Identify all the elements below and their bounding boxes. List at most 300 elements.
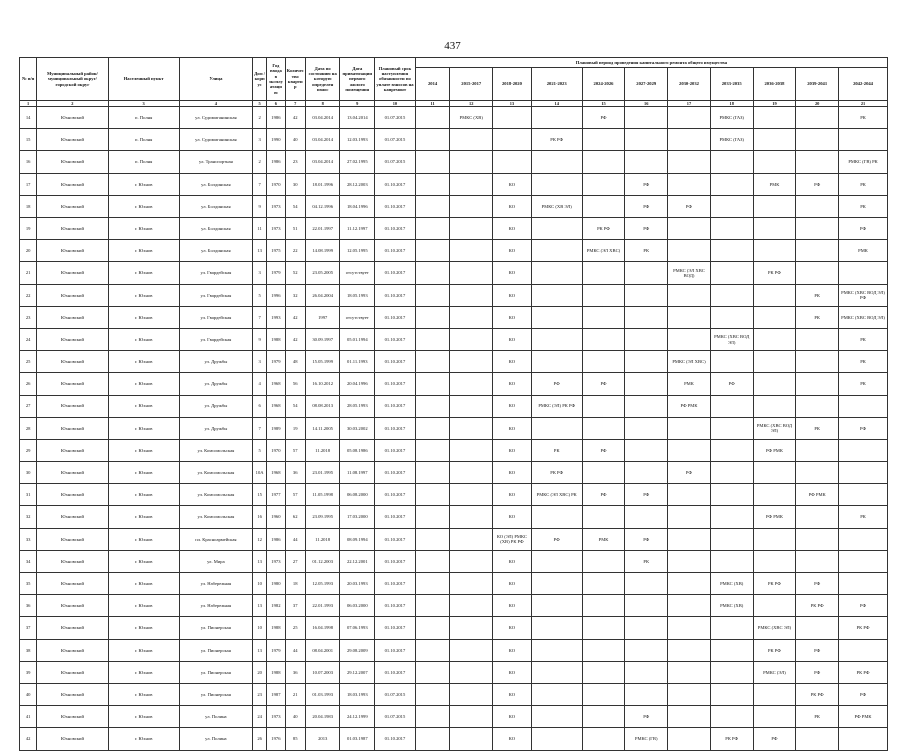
cell-period	[839, 129, 888, 151]
cell-survey-date: 23.01.1995	[305, 462, 340, 484]
cell-period	[839, 573, 888, 595]
cell-period	[796, 528, 839, 550]
page-number: 437	[444, 40, 461, 52]
cell-deadline: 01.10.2017	[375, 439, 416, 461]
cell-period	[582, 506, 625, 528]
cell-house: 20	[253, 661, 267, 683]
cell-num: 16	[20, 151, 37, 173]
cell-period	[796, 129, 839, 151]
cell-privatization: 11.12.1997	[340, 218, 375, 240]
cell-period: РФ	[668, 195, 711, 217]
cell-region: Юхновский	[37, 728, 108, 750]
cell-deadline: 01.10.2017	[375, 306, 416, 328]
cell-deadline: 01.10.2017	[375, 328, 416, 350]
cell-period: РФ	[582, 439, 625, 461]
cell-region: Юхновский	[37, 706, 108, 728]
cell-region: Юхновский	[37, 506, 108, 528]
cell-region: Юхновский	[37, 417, 108, 439]
cell-period	[668, 439, 711, 461]
table-row	[20, 351, 888, 373]
cell-period: КО	[493, 328, 532, 350]
cell-deadline: 01.10.2017	[375, 373, 416, 395]
cell-period	[753, 484, 796, 506]
cell-house: 13	[253, 639, 267, 661]
cell-survey-date: 2013	[305, 728, 340, 750]
cell-period	[531, 683, 582, 705]
cell-period	[415, 129, 450, 151]
cell-period	[582, 151, 625, 173]
cell-period	[625, 617, 668, 639]
cell-year: 1988	[267, 328, 285, 350]
cell-period	[450, 129, 493, 151]
cell-period	[668, 528, 711, 550]
cell-street: ул. Болдинская	[179, 195, 252, 217]
cell-survey-date: 04.12.1996	[305, 195, 340, 217]
cell-deadline: 01.10.2017	[375, 661, 416, 683]
cell-period: РФ	[796, 173, 839, 195]
table-row	[20, 706, 888, 728]
cell-house: 3	[253, 262, 267, 284]
cell-period	[839, 639, 888, 661]
cell-survey-date: 01.12.2003	[305, 550, 340, 572]
cell-period	[415, 107, 450, 129]
cell-privatization: 18.05.1993	[340, 284, 375, 306]
cell-period	[450, 573, 493, 595]
cell-privatization: 18.04.1996	[340, 195, 375, 217]
cell-period	[531, 506, 582, 528]
cell-period	[450, 151, 493, 173]
cell-privatization: 08.09.1994	[340, 528, 375, 550]
cell-period	[531, 417, 582, 439]
cell-street: ул. Пионерская	[179, 683, 252, 705]
column-number: 2	[37, 101, 108, 107]
cell-year: 1973	[267, 218, 285, 240]
cell-num: 29	[20, 439, 37, 461]
cell-period: РК	[625, 240, 668, 262]
cell-period	[450, 706, 493, 728]
cell-period	[710, 151, 753, 173]
cell-house: 24	[253, 706, 267, 728]
cell-period	[582, 550, 625, 572]
cell-year: 1986	[267, 151, 285, 173]
cell-region: Юхновский	[37, 284, 108, 306]
cell-year: 1996	[267, 284, 285, 306]
cell-period: РМКС (ГАЗ)	[710, 107, 753, 129]
column-number: 17	[668, 101, 711, 107]
cell-period	[796, 617, 839, 639]
col-header-period: 2024-2026	[582, 68, 625, 101]
cell-period	[415, 218, 450, 240]
cell-period: РК	[839, 373, 888, 395]
cell-period: КО	[493, 417, 532, 439]
cell-apartments: 48	[285, 351, 305, 373]
cell-period	[668, 661, 711, 683]
cell-street: ул. Комсомольская	[179, 484, 252, 506]
cell-period	[531, 173, 582, 195]
table-row	[20, 550, 888, 572]
table-row	[20, 439, 888, 461]
cell-period	[668, 639, 711, 661]
cell-survey-date: 1997	[305, 306, 340, 328]
cell-num: 22	[20, 284, 37, 306]
cell-period: РК	[796, 306, 839, 328]
cell-period: РФ	[625, 173, 668, 195]
cell-year: 1980	[267, 573, 285, 595]
column-number: 12	[450, 101, 493, 107]
cell-period	[415, 151, 450, 173]
cell-period: РФ	[839, 417, 888, 439]
cell-period	[531, 573, 582, 595]
cell-period	[582, 728, 625, 750]
cell-period	[710, 195, 753, 217]
cell-survey-date: 14.11.2005	[305, 417, 340, 439]
cell-period	[415, 550, 450, 572]
cell-apartments: 19	[285, 417, 305, 439]
cell-house: 4	[253, 373, 267, 395]
cell-period	[415, 417, 450, 439]
cell-period: РМКС (ХВС ВОД ЭЛ)	[753, 417, 796, 439]
col-header-num: № п/п	[20, 58, 37, 101]
cell-deadline: 01.10.2017	[375, 173, 416, 195]
table-row	[20, 683, 888, 705]
cell-house: 5	[253, 439, 267, 461]
cell-period	[710, 240, 753, 262]
cell-period	[415, 306, 450, 328]
cell-period: КО	[493, 195, 532, 217]
cell-apartments: 44	[285, 528, 305, 550]
cell-period	[625, 373, 668, 395]
col-header-period: 2030-2032	[668, 68, 711, 101]
table-row	[20, 728, 888, 750]
cell-house: 16	[253, 506, 267, 528]
cell-period: КО	[493, 595, 532, 617]
cell-region: Юхновский	[37, 573, 108, 595]
cell-settle: г. Юхнов	[108, 528, 179, 550]
cell-privatization: 01.11.1993	[340, 351, 375, 373]
cell-period	[625, 328, 668, 350]
cell-apartments: 44	[285, 639, 305, 661]
col-header-period: 2018-2020	[493, 68, 532, 101]
cell-num: 28	[20, 417, 37, 439]
cell-period	[668, 328, 711, 350]
cell-apartments: 51	[285, 218, 305, 240]
cell-period	[710, 683, 753, 705]
cell-num: 37	[20, 617, 37, 639]
table-row	[20, 417, 888, 439]
cell-num: 38	[20, 639, 37, 661]
cell-street: ул. Болдинская	[179, 173, 252, 195]
cell-period	[710, 706, 753, 728]
cell-period: КО	[493, 351, 532, 373]
table-row	[20, 506, 888, 528]
cell-year: 1990	[267, 129, 285, 151]
cell-period: КО (ЭЛ) РМКС (ХВ) РК РФ	[493, 528, 532, 550]
cell-survey-date: 08.08.2013	[305, 395, 340, 417]
cell-period: РК РФ	[839, 661, 888, 683]
cell-privatization: 28.05.1993	[340, 395, 375, 417]
cell-period	[531, 328, 582, 350]
cell-num: 20	[20, 240, 37, 262]
cell-period	[450, 728, 493, 750]
cell-apartments: 23	[285, 151, 305, 173]
cell-period: КО	[493, 484, 532, 506]
cell-region: Юхновский	[37, 218, 108, 240]
col-header-period: 2015-2017	[450, 68, 493, 101]
cell-deadline: 01.10.2017	[375, 351, 416, 373]
cell-apartments: 57	[285, 439, 305, 461]
cell-house: 15	[253, 484, 267, 506]
cell-period	[531, 639, 582, 661]
table-row	[20, 195, 888, 217]
cell-period	[415, 617, 450, 639]
cell-year: 1970	[267, 439, 285, 461]
cell-settle: г. Юхнов	[108, 373, 179, 395]
cell-num: 19	[20, 218, 37, 240]
cell-year: 1968	[267, 462, 285, 484]
cell-period	[753, 151, 796, 173]
cell-period	[710, 284, 753, 306]
cell-period	[625, 417, 668, 439]
cell-period: РМКС (ГВ) РК	[839, 151, 888, 173]
cell-street: ул. Пионерская	[179, 617, 252, 639]
cell-period	[668, 550, 711, 572]
cell-survey-date: 14.08.1999	[305, 240, 340, 262]
cell-period	[531, 706, 582, 728]
cell-period	[710, 439, 753, 461]
cell-period	[796, 439, 839, 461]
column-number: 13	[493, 101, 532, 107]
cell-year: 1986	[267, 107, 285, 129]
cell-num: 17	[20, 173, 37, 195]
cell-num: 18	[20, 195, 37, 217]
cell-period	[796, 151, 839, 173]
cell-period	[668, 306, 711, 328]
cell-period	[753, 218, 796, 240]
cell-period	[415, 506, 450, 528]
cell-region: Юхновский	[37, 595, 108, 617]
cell-period: РК	[531, 439, 582, 461]
col-header-periods-title: Плановый период проведения капитального ремонта общего имущества	[415, 58, 887, 68]
cell-house: 13	[253, 550, 267, 572]
cell-period	[450, 683, 493, 705]
cell-period	[582, 173, 625, 195]
cell-period	[531, 728, 582, 750]
cell-privatization: 12.05.1995	[340, 240, 375, 262]
cell-apartments: 54	[285, 195, 305, 217]
cell-year: 1979	[267, 351, 285, 373]
cell-period	[450, 528, 493, 550]
cell-period	[582, 617, 625, 639]
cell-year: 1987	[267, 683, 285, 705]
cell-deadline: 01.10.2017	[375, 550, 416, 572]
cell-year: 1982	[267, 595, 285, 617]
col-header-period: 2033-2035	[710, 68, 753, 101]
cell-period: РФ	[582, 107, 625, 129]
col-header-period: 2014	[415, 68, 450, 101]
cell-period: РФ	[582, 484, 625, 506]
cell-region: Юхновский	[37, 617, 108, 639]
cell-period: КО	[493, 240, 532, 262]
cell-period	[450, 617, 493, 639]
cell-num: 39	[20, 661, 37, 683]
cell-period	[415, 328, 450, 350]
cell-period: РК	[839, 328, 888, 350]
cell-period: РФ	[625, 195, 668, 217]
cell-period: РК РФ	[753, 639, 796, 661]
cell-period: РК РФ	[710, 728, 753, 750]
col-header-street: Улица	[179, 58, 252, 101]
cell-apartments: 37	[285, 595, 305, 617]
cell-period	[753, 129, 796, 151]
cell-privatization: отсутствует	[340, 262, 375, 284]
cell-period	[531, 107, 582, 129]
cell-street: ул. Транспортная	[179, 151, 252, 173]
cell-apartments: 27	[285, 550, 305, 572]
cell-period	[753, 284, 796, 306]
col-header-period: 2021-2023	[531, 68, 582, 101]
cell-period	[668, 617, 711, 639]
cell-privatization: 05.01.1994	[340, 328, 375, 350]
cell-period	[531, 284, 582, 306]
col-header-period: 2027-2029	[625, 68, 668, 101]
cell-year: 1973	[267, 706, 285, 728]
cell-apartments: 62	[285, 506, 305, 528]
cell-period	[839, 395, 888, 417]
cell-year: 1988	[267, 661, 285, 683]
cell-period: РК	[839, 506, 888, 528]
column-number: 8	[305, 101, 340, 107]
cell-period	[582, 417, 625, 439]
column-number: 21	[839, 101, 888, 107]
cell-period: КО	[493, 284, 532, 306]
cell-deadline: 01.07.2015	[375, 129, 416, 151]
cell-house: 12	[253, 528, 267, 550]
cell-house: 9	[253, 328, 267, 350]
table-row	[20, 595, 888, 617]
cell-period	[582, 573, 625, 595]
cell-privatization: 20.04.1996	[340, 373, 375, 395]
cell-period: КО	[493, 462, 532, 484]
cell-region: Юхновский	[37, 240, 108, 262]
col-header-deadline: Плановый срок наступления обязанности по уплате взносов на капремонт	[375, 58, 416, 101]
cell-period	[415, 706, 450, 728]
cell-house: 10	[253, 617, 267, 639]
cell-apartments: 42	[285, 306, 305, 328]
cell-period	[493, 107, 532, 129]
cell-period	[625, 462, 668, 484]
cell-period: РК РФ	[796, 683, 839, 705]
cell-period	[493, 151, 532, 173]
cell-period: РФ	[753, 728, 796, 750]
cell-deadline: 01.10.2017	[375, 728, 416, 750]
col-header-period: 2039-2041	[796, 68, 839, 101]
cell-period: РФ	[625, 218, 668, 240]
cell-period	[415, 728, 450, 750]
cell-street: ул. Пионерская	[179, 639, 252, 661]
table-row	[20, 218, 888, 240]
cell-period	[668, 683, 711, 705]
col-header-privatization: Дата приватизации первого жилого помещения	[340, 58, 375, 101]
cell-period	[668, 151, 711, 173]
cell-period	[625, 595, 668, 617]
cell-year: 1988	[267, 617, 285, 639]
cell-period	[710, 528, 753, 550]
column-number: 5	[253, 101, 267, 107]
cell-settle: г. Юхнов	[108, 484, 179, 506]
cell-period: КО	[493, 506, 532, 528]
cell-period: РМКС (ГВ)	[625, 728, 668, 750]
cell-period	[415, 240, 450, 262]
cell-period: РК РФ	[839, 617, 888, 639]
cell-settle: г. Юхнов	[108, 661, 179, 683]
cell-apartments: 36	[285, 661, 305, 683]
cell-house: 26	[253, 728, 267, 750]
cell-apartments: 52	[285, 262, 305, 284]
cell-survey-date: 16.04.1998	[305, 617, 340, 639]
cell-period: РМКС (ХВС ЭЛ)	[753, 617, 796, 639]
cell-apartments: 18	[285, 573, 305, 595]
cell-deadline: 01.10.2017	[375, 417, 416, 439]
cell-period: РК РФ	[531, 129, 582, 151]
cell-street: ул. Пионерская	[179, 661, 252, 683]
cell-num: 15	[20, 129, 37, 151]
cell-apartments: 40	[285, 706, 305, 728]
cell-period	[582, 284, 625, 306]
cell-survey-date: 03.04.2014	[305, 129, 340, 151]
cell-period: КО	[493, 395, 532, 417]
cell-house: 5	[253, 284, 267, 306]
cell-region: Юхновский	[37, 129, 108, 151]
cell-street: ул. Комсомольская	[179, 462, 252, 484]
cell-privatization: 17.03.2000	[340, 506, 375, 528]
cell-privatization: 06.03.2000	[340, 595, 375, 617]
cell-year: 1970	[267, 173, 285, 195]
cell-privatization: 12.03.1993	[340, 129, 375, 151]
cell-period	[625, 306, 668, 328]
cell-survey-date: 11.05.1998	[305, 484, 340, 506]
cell-period	[710, 417, 753, 439]
col-header-period: 2036-2038	[753, 68, 796, 101]
cell-deadline: 01.10.2017	[375, 573, 416, 595]
table-row	[20, 306, 888, 328]
column-number: 7	[285, 101, 305, 107]
cell-period	[625, 661, 668, 683]
cell-period	[625, 439, 668, 461]
cell-house: 3	[253, 351, 267, 373]
cell-apartments: 22	[285, 240, 305, 262]
cell-deadline: 01.10.2017	[375, 240, 416, 262]
cell-period	[450, 284, 493, 306]
cell-house: 7	[253, 306, 267, 328]
cell-period: РМКС (ХВ)	[710, 595, 753, 617]
cell-period	[796, 728, 839, 750]
cell-region: Юхновский	[37, 373, 108, 395]
cell-settle: г. Юхнов	[108, 306, 179, 328]
cell-period	[625, 506, 668, 528]
table-row	[20, 573, 888, 595]
cell-privatization: 29.12.2007	[340, 661, 375, 683]
cell-num: 35	[20, 573, 37, 595]
cell-period	[625, 683, 668, 705]
cell-period	[450, 661, 493, 683]
cell-period	[710, 218, 753, 240]
cell-street: ул. Дружбы	[179, 395, 252, 417]
cell-privatization: отсутствует	[340, 306, 375, 328]
cell-period: РМКС (ЭЛ ХВС)	[582, 240, 625, 262]
cell-settle: г. Юхнов	[108, 462, 179, 484]
cell-period: КО	[493, 683, 532, 705]
cell-period: РФ	[582, 373, 625, 395]
